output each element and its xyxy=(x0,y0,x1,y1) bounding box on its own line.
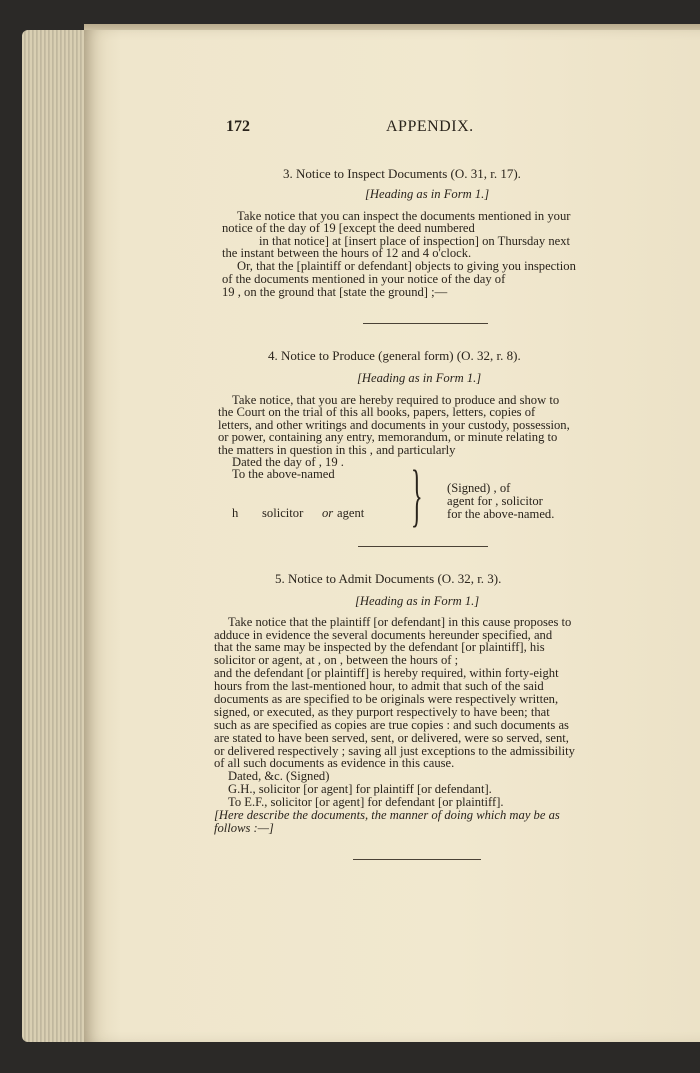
section5-line-17: follows :—] xyxy=(214,821,274,835)
section5-line-12: of all such documents as evidence in this cause. xyxy=(214,756,455,770)
section5-line-10: are stated to have been served, sent, or delivered, were so served, sent, xyxy=(214,731,569,745)
section-divider-3 xyxy=(353,859,481,860)
section5-title: 5. Notice to Admit Documents (O. 32, r. 3). xyxy=(275,571,502,586)
section3-line-5: Or, that the [plaintiff or defendant] objects to giving you inspection xyxy=(237,259,576,273)
curly-brace: } xyxy=(410,457,423,534)
section3-line-3: in that notice] at [insert place of inspection] on Thursday next xyxy=(259,234,571,248)
section5-line-2: adduce in evidence the several documents hereunder specified, and xyxy=(214,628,553,642)
section4-line-1: Take notice, that you are hereby required to produce and show to xyxy=(232,393,560,407)
section4-agent: agent xyxy=(337,506,365,520)
section4-solicitor: solicitor xyxy=(262,506,304,520)
section4-subheading: [Heading as in Form 1.] xyxy=(357,371,482,385)
section4-line-6: Dated the day of , 19 . xyxy=(232,455,344,469)
section5-line-8: signed, or executed, as they purport respectively to have been; that xyxy=(214,705,550,719)
book-page xyxy=(84,30,700,1042)
section5-line-9: such as are specified as copies are true copies : and such documents as xyxy=(214,718,569,732)
section4-signed-2: agent for , solicitor xyxy=(447,494,543,508)
section3-line-6: of the documents mentioned in your notice of the day of xyxy=(222,272,506,286)
page-number: 172 xyxy=(226,118,250,135)
section5-line-1: Take notice that the plaintiff [or defendant] in this cause proposes to xyxy=(228,615,572,629)
section5-line-4: solicitor or agent, at , on , between the hours of ; xyxy=(214,653,459,667)
section4-line-3: letters, and other writings and documents in your custody, possession, xyxy=(218,418,570,432)
section3-line-1: Take notice that you can inspect the documents mentioned in your xyxy=(237,209,571,223)
section5-line-15: To E.F., solicitor [or agent] for defendant [or plaintiff]. xyxy=(228,795,504,809)
section4-title: 4. Notice to Produce (general form) (O. 32, r. 8). xyxy=(268,348,521,363)
section5-line-3: that the same may be inspected by the defendant [or plaintiff], his xyxy=(214,640,545,654)
section3-line-2: notice of the day of 19 [except the deed numbered xyxy=(222,221,475,235)
section4-h: h xyxy=(232,506,239,520)
section4-signed-3: for the above-named. xyxy=(447,507,555,521)
section5-line-7: documents as are specified to be originals were respectively written, xyxy=(214,692,559,706)
section5-line-11: or delivered respectively ; saving all just exceptions to the admissibility xyxy=(214,744,575,758)
section4-line-7: To the above-named xyxy=(232,467,335,481)
section5-line-6: hours from the last-mentioned hour, to admit that such of the said xyxy=(214,679,544,693)
section4-line-4: or power, containing any entry, memorandum, or minute relating to xyxy=(218,430,558,444)
section5-line-14: G.H., solicitor [or agent] for plaintiff [or defendant]. xyxy=(228,782,492,796)
section-divider-2 xyxy=(358,546,488,547)
section4-signed-1: (Signed) , of xyxy=(447,481,511,495)
page-header xyxy=(226,118,636,140)
section4-line-5: the matters in question in this , and particularly xyxy=(218,443,456,457)
section5-line-13: Dated, &c. (Signed) xyxy=(228,769,330,783)
section5-line-16: [Here describe the documents, the manner of doing which may be as xyxy=(214,808,560,822)
section4-line-2: the Court on the trial of this all books, papers, letters, copies of xyxy=(218,405,536,419)
section3-line-7: 19 , on the ground that [state the ground] ;— xyxy=(222,285,448,299)
section3-title: 3. Notice to Inspect Documents (O. 31, r. 17). xyxy=(283,166,521,181)
section-divider-1 xyxy=(363,323,488,324)
section4-or: or xyxy=(322,506,334,520)
running-title: APPENDIX. xyxy=(386,118,474,135)
section5-line-5: and the defendant [or plaintiff] is hereby required, within forty-eight xyxy=(214,666,559,680)
section3-line-4: the instant between the hours of 12 and 4 o'clock. xyxy=(222,246,472,260)
section5-subheading: [Heading as in Form 1.] xyxy=(355,594,480,608)
section3-subheading: [Heading as in Form 1.] xyxy=(365,187,490,201)
